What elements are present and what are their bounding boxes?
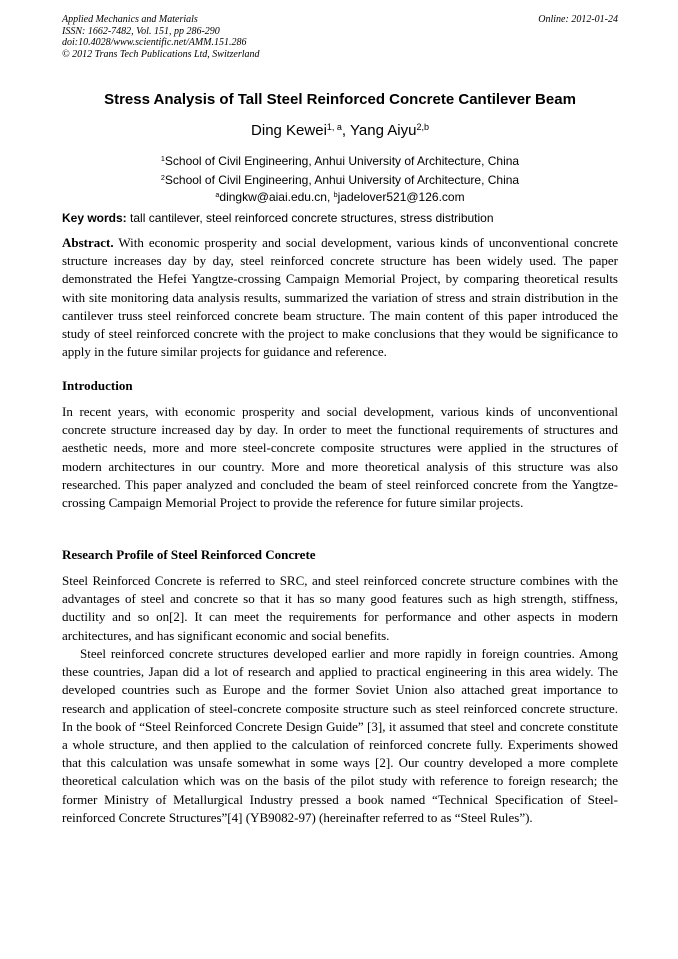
abstract-label: Abstract. bbox=[62, 235, 114, 250]
author-line bbox=[62, 122, 618, 139]
keywords-text: tall cantilever, steel reinforced concrete structures, stress distribution bbox=[126, 211, 494, 225]
issn-line: ISSN: 1662-7482, Vol. 151, pp 286-290 bbox=[62, 25, 220, 37]
journal-header bbox=[62, 14, 618, 60]
affiliation-1-text: School of Civil Engineering, Anhui University of Architecture, China bbox=[164, 154, 520, 168]
email-1-sup: a bbox=[215, 190, 220, 200]
author-separator: , bbox=[341, 122, 350, 139]
affiliation-1 bbox=[62, 154, 618, 168]
keywords bbox=[62, 211, 618, 225]
paper-title: Stress Analysis of Tall Steel Reinforced Concrete Cantilever Beam bbox=[104, 91, 576, 108]
affiliation-1-num: 1 bbox=[160, 154, 165, 164]
author-1-name: Ding Kewei bbox=[251, 122, 327, 139]
author-2-name: Yang Aiyu bbox=[350, 122, 417, 139]
author-1-sup: 1, a bbox=[326, 122, 342, 133]
author-2-sup: 2,b bbox=[416, 122, 429, 133]
email-line bbox=[62, 190, 618, 204]
research-profile-heading: Research Profile of Steel Reinforced Concrete bbox=[62, 547, 316, 562]
email-1: dingkw@aiai.edu.cn, bbox=[219, 190, 334, 204]
affiliation-2 bbox=[62, 173, 618, 187]
affiliation-2-num: 2 bbox=[160, 173, 165, 183]
online-date: Online: 2012-01-24 bbox=[538, 14, 618, 25]
copyright-line: © 2012 Trans Tech Publications Ltd, Switzerland bbox=[62, 48, 260, 60]
research-profile-paragraph-2: Steel reinforced concrete structures developed earlier and more rapidly in foreign countries. Among these countries, Japan did a lot of research and applied to practical engineering in this area widely. The developed countries such as Europe and the former Soviet Union also attached great importance to research and application of steel-concrete composite structure such as steel reinforced concrete structure. In the book of “Steel Reinforced Concrete Design Guide” [3], it assumed that steel and concrete constitute a whole structure, and then applied to the calculation of reinforced concrete fully. Experiments showed that this calculation was unsafe somewhat in some ways [2]. Our country developed a more complete theoretical calculation which was on the basis of the pilot study with reference to foreign research; the former Ministry of Metallurgical Industry pressed a book named “Technical Specification of Steel-reinforced Concrete Structures”[4] (YB9082-97) (hereinafter referred to as “Steel Rules”). bbox=[62, 646, 618, 825]
affiliation-2-text: School of Civil Engineering, Anhui University of Architecture, China bbox=[164, 173, 520, 187]
introduction-heading: Introduction bbox=[62, 378, 133, 393]
research-profile-paragraph-1: Steel Reinforced Concrete is referred to SRC, and steel reinforced concrete structure combines with the advantages of steel and concrete so that it has so many good features such as high strength, stiffness, ductility and so on[2]. It can meet the requirements for performance and other aspects in modern architectures, and has significant economic and social benefits. bbox=[62, 573, 618, 643]
email-2: jadelover521@126.com bbox=[337, 190, 465, 204]
introduction-paragraph: In recent years, with economic prosperity and social development, various kinds of unconventional concrete structure increased day by day. In order to meet the functional requirements of structures and aesthetic needs, more and more steel-concrete composite structures were applied in the structures of modern architectures in our country. More and more theoretical analysis of this structure was also researched. This paper analyzed and concluded the beam of steel reinforced concrete from the Yangtze-crossing Campaign Memorial Project to provide the reference for future similar projects. bbox=[62, 404, 618, 511]
email-2-sup: b bbox=[333, 190, 338, 200]
abstract bbox=[62, 234, 618, 361]
doi-line: doi:10.4028/www.scientific.net/AMM.151.286 bbox=[62, 37, 247, 48]
abstract-text: With economic prosperity and social development, various kinds of unconventional concrete structure increases day by day, steel reinforced concrete structure has been widely used. The paper demonstrated the Hefei Yangtze-crossing Campaign Memorial Project, by comparing theoretical results with site monitoring data analysis results, summarized the variation of stress and strain distribution in the cantilever truss steel reinforced concrete beam structure. The main content of this paper introduced the study of steel reinforced concrete with the project to make conclusions that they would be significance to apply in the future similar projects for guidance and reference. bbox=[62, 235, 618, 360]
journal-name: Applied Mechanics and Materials bbox=[62, 14, 198, 25]
keywords-label: Key words: bbox=[62, 211, 127, 225]
